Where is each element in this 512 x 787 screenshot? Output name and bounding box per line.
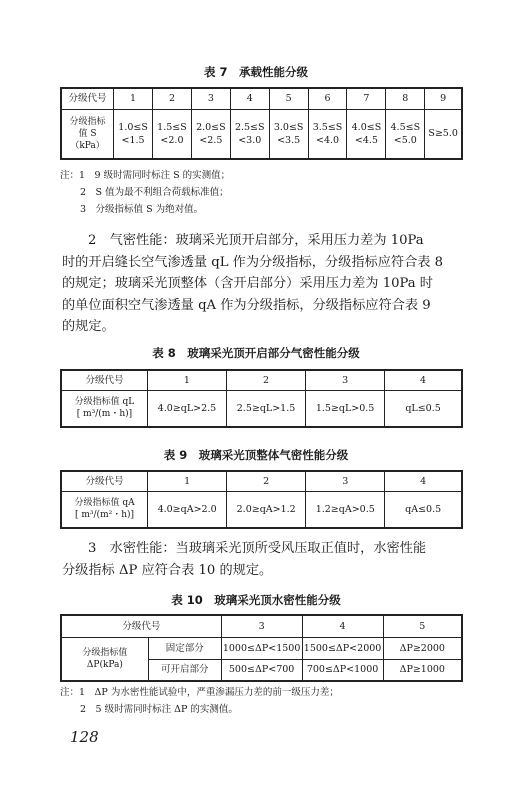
table9-value: 1.2≥qA>0.5 [306,491,385,528]
table9-header-label: 分级代号 [61,471,148,491]
table9-grade: 3 [306,471,385,491]
table7-grade: 3 [191,88,230,109]
note-line: 注：1 9 级时需同时标注 S 的实测值； [60,170,231,181]
table7-grade: 1 [114,88,153,109]
table10-grade: 3 [221,615,302,637]
table8-value: 4.0≥qL>2.5 [147,390,226,427]
table7 [60,87,463,160]
table10-value: ΔP≥1000 [383,659,462,681]
table9-grade: 2 [227,471,306,491]
table9-value: qA≤0.5 [385,491,462,528]
table7-row-label: 分级指标 值 S （kPa） [61,109,114,159]
table10-value: 1500≤ΔP<2000 [302,637,383,659]
table7-grade: 7 [347,88,386,109]
table10-value: ΔP≥2000 [383,637,462,659]
table7-value: 2.5≤S <3.0 [230,109,269,159]
table10-row-label: 分级指标值 ΔP(kPa) [61,637,148,681]
table9-caption: 表 9 玻璃采光顶整体气密性能分级 [163,448,349,462]
table7-grade: 2 [153,88,192,109]
table8-header-label: 分级代号 [61,370,147,390]
table7-caption: 表 7 承载性能分级 [203,65,308,79]
table7-grade: 6 [308,88,347,109]
table7-value: 4.5≤S <5.0 [386,109,425,159]
table10-value: 500≤ΔP<700 [221,659,302,681]
table7-value: 1.5≤S <2.0 [153,109,192,159]
table7-header-label: 分级代号 [61,88,114,109]
table7-grade: 8 [386,88,425,109]
table7-value: 3.0≤S <3.5 [269,109,308,159]
table10-caption: 表 10 玻璃采光顶水密性能分级 [171,593,341,607]
table10-value: 1000≤ΔP<1500 [221,637,302,659]
table8-grade: 3 [306,370,385,390]
note-line: 2 S 值为最不利组合荷载标准值； [80,187,229,198]
table9 [60,470,463,529]
table10-sublabel: 可开启部分 [148,659,221,681]
table9-value: 2.0≥qA>1.2 [227,491,306,528]
note-line: 2 5 级时需同时标注 ΔP 的实测值。 [80,704,238,715]
paragraph-airtightness: 2 气密性能：玻璃采光顶开启部分，采用压力差为 10Pa 时的开启缝长空气渗透量 qL 作为分级指标，分级指标应符合表 8 的规定；玻璃采光顶整体（含开启部分）采用压力差为 10Pa 时 的单位面积空气渗透量 qA 作为分级指标，分级指标应符合表 9 的规定。 [62,233,444,334]
table10-grade: 5 [383,615,462,637]
table7-value: 2.0≤S <2.5 [191,109,230,159]
note-line: 3 分级指标值 S 为绝对值。 [80,204,204,215]
table8-row-label: 分级指标值 qL [ m³/(m・h)] [61,390,147,427]
note-line: 注：1 ΔP 为水密性能试验中，严重渗漏压力差的前一级压力差； [60,687,339,698]
table7-value: S≥5.0 [425,109,462,159]
table8-value: 1.5≥qL>0.5 [306,390,385,427]
table8-grade: 1 [147,370,226,390]
paragraph-watertightness: 3 水密性能：当玻璃采光顶所受风压取正值时，水密性能 分级指标 ΔP 应符合表 10 的规定。 [62,541,427,578]
table9-value: 4.0≥qA>2.0 [148,491,227,528]
table7-value: 3.5≤S <4.0 [308,109,347,159]
table10-grade: 4 [302,615,383,637]
table8-caption: 表 8 玻璃采光顶开启部分气密性能分级 [152,346,360,360]
table8-value: qL≤0.5 [385,390,462,427]
page-number: 128 [70,728,99,746]
table10-header-label: 分级代号 [61,615,221,637]
table7-value: 4.0≤S <4.5 [347,109,386,159]
table7-notes [60,167,230,218]
table8-grade: 2 [226,370,305,390]
table7-grade: 4 [230,88,269,109]
table8-grade: 4 [385,370,462,390]
table10-sublabel: 固定部分 [148,637,221,659]
table7-grade: 9 [425,88,462,109]
table10-value: 700≤ΔP<1000 [302,659,383,681]
table8-value: 2.5≥qL>1.5 [226,390,305,427]
table10-notes [60,684,339,718]
table7-value: 1.0≤S <1.5 [114,109,153,159]
table7-grade: 5 [269,88,308,109]
table9-row-label: 分级指标值 qA [ m³/(m²・h)] [61,491,148,528]
table9-grade: 4 [385,471,462,491]
table8 [60,369,463,428]
table9-grade: 1 [148,471,227,491]
table10 [60,614,463,682]
